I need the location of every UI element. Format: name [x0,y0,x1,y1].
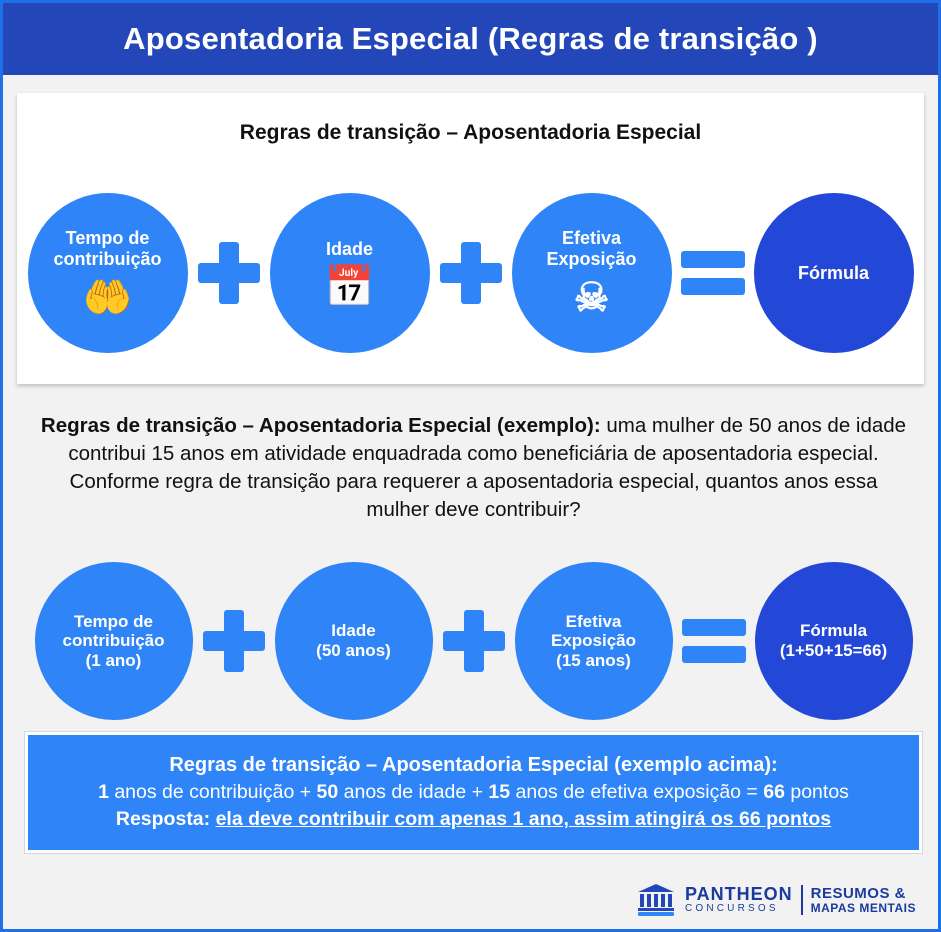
node-idade [270,193,430,353]
node-tempo-contribuicao-exemplo [35,562,193,720]
example-lead: Regras de transição – Aposentadoria Especial (exemplo): [40,414,601,437]
operator-plus-3 [193,610,275,672]
equals-icon [681,249,745,297]
plus-icon [198,242,260,304]
summary-text-1: anos de contribuição + [108,781,317,803]
operator-plus-2 [430,242,512,304]
plus-icon [440,242,502,304]
node-value: (1 ano) [85,650,142,670]
node-label: Fórmula [797,262,869,283]
skull-icon: ☠ [573,275,610,320]
summary-num-1: 1 [98,781,109,803]
example-body: uma mulher de 50 anos de idade contribui 15 anos em atividade enquadrada como beneficiária de aposentadoria especial. Conforme regra de transição para requerer a aposentadoria especial, quantos anos essa mulher deve contribuir? [68,414,907,521]
summary-box [25,732,922,853]
node-idade-exemplo [275,562,433,720]
summary-text-4: pontos [784,781,849,803]
example-paragraph [39,412,908,524]
operator-plus-1 [188,242,270,304]
top-panel [17,93,924,384]
top-flow-row [17,193,924,353]
summary-num-3: 15 [488,781,511,803]
page-title: Aposentadoria Especial (Regras de transição ) [123,21,818,56]
node-tempo-contribuicao [28,193,188,353]
node-label: Efetiva Exposição [546,228,637,269]
node-value: (50 anos) [316,641,391,660]
node-label: Fórmula [799,621,868,641]
summary-line-2 [98,781,849,804]
answer-label: Resposta: [115,808,216,830]
logo-tagline-line-1: RESUMOS & [810,884,906,902]
node-label: Idade [331,621,376,641]
answer-text: ela deve contribuir com apenas 1 ano, assim atingirá os 66 pontos [215,808,832,830]
logo [636,883,916,917]
pantheon-building-icon [636,883,676,917]
operator-equals-2 [673,617,755,665]
logo-tagline-line-2: MAPAS MENTAIS [810,900,916,915]
node-value: (15 anos) [556,650,631,670]
title-bar [3,3,938,75]
node-efetiva-exposicao-exemplo [515,562,673,720]
summary-num-2: 50 [316,781,339,803]
operator-equals-1 [672,249,754,297]
summary-line-1: Regras de transição – Aposentadoria Especial (exemplo acima): [169,754,778,776]
calendar-clock-icon: 📅 [324,265,375,310]
logo-tagline [811,886,916,914]
equals-icon [682,617,746,665]
plus-icon [203,610,265,672]
node-label: Tempo de contribuição [62,611,165,651]
node-efetiva-exposicao [512,193,672,353]
logo-brand [685,885,793,914]
node-label: Efetiva Exposição [550,611,637,651]
example-panel [17,394,930,720]
summary-num-4: 66 [763,781,785,803]
operator-plus-4 [433,610,515,672]
top-panel-heading: Regras de transição – Aposentadoria Especial [239,121,702,144]
logo-wordmark [685,885,916,915]
logo-name: PANTHEON [684,884,793,905]
summary-line-3 [116,808,831,831]
plus-icon [443,610,505,672]
logo-divider [801,885,803,915]
summary-text-2: anos de idade + [338,781,489,803]
node-formula [754,193,914,353]
node-label: Idade [325,238,373,259]
logo-subtitle: CONCURSOS [684,903,779,915]
money-hand-icon: 🤲 [82,275,133,320]
node-formula-exemplo [755,562,913,720]
node-label: Tempo de contribuição [53,228,162,269]
node-value: (1+50+15=66) [779,641,888,660]
example-flow-row [17,562,930,720]
summary-text-3: anos de efetiva exposição = [510,781,764,803]
